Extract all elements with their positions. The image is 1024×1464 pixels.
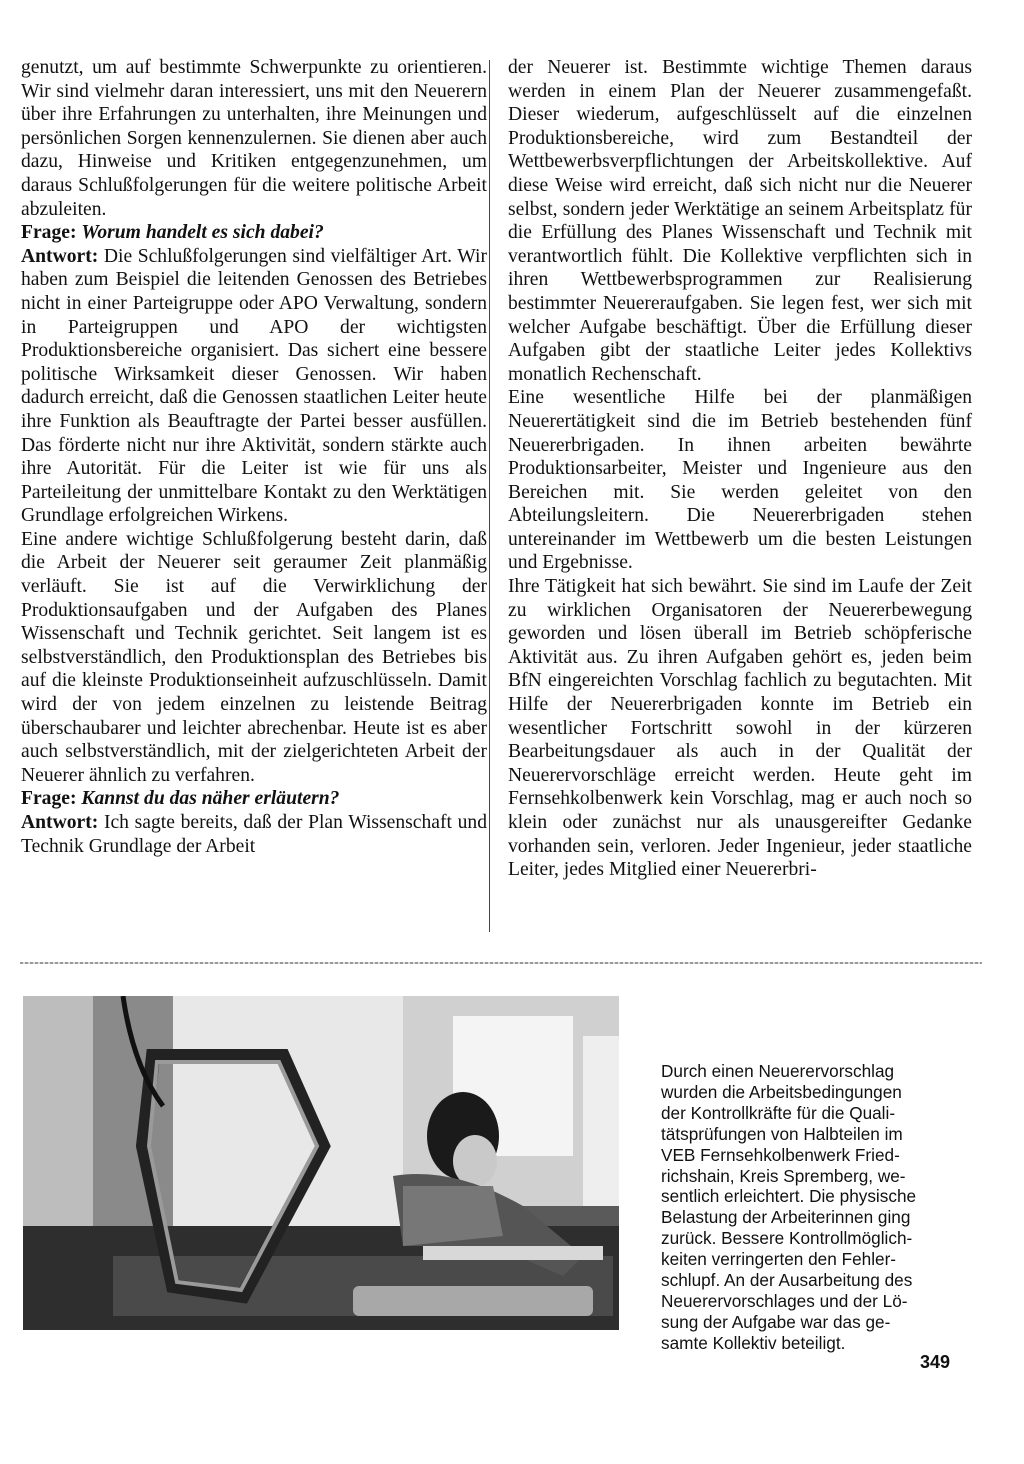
- caption-line: zurück. Bessere Kontrollmöglich-: [661, 1228, 913, 1249]
- paragraph: genutzt, um auf bestimmte Schwerpunkte zu orientieren. Wir sind vielmehr daran interessiert, uns mit den Neuerern über ihre Erfahrungen zu unterhalten, ihre Meinungen und persönlichen Sorgen kennenzulernen. Sie dienen aber auch dazu, Hinweise und Kritiken entgegenzunehmen, um daraus Schlußfolgerungen für die weitere politische Arbeit abzuleiten.: [21, 57, 487, 220]
- answer-text: Die Schlußfolgerungen sind vielfältiger Art. Wir haben zum Beispiel die leitenden Genossen des Betriebes nicht in einer Parteigruppe oder APO Verwaltung, sondern in Parteigruppen und APO der wichtigsten Produktionsbereiche organisiert. Das sichert eine bessere politische Wirksamkeit dieser Genossen. Wir haben dadurch erreicht, daß die Genossen staatlichen Leiter heute ihre Funktion als Beauftragte der Partei besser ausfüllen. Das förderte nicht nur ihre Aktivität, sondern stärkte auch ihre Autorität. Für die Leiter ist wie für uns als Parteileitung der unmittelbare Kontakt zu den Werktätigen Grundlage erfolgreichen Wirkens.: [21, 245, 487, 527]
- caption-line: sentlich erleichtert. Die physische: [661, 1186, 917, 1207]
- factory-photo-illustration: [23, 996, 619, 1330]
- left-column: [21, 56, 487, 858]
- question-label: Frage:: [21, 222, 77, 244]
- answer: [21, 811, 487, 858]
- caption-line: Belastung der Arbeiterinnen ging: [661, 1207, 911, 1228]
- answer-label: Antwort:: [21, 812, 99, 833]
- caption-line: Neuerervorschlages und der Lö-: [661, 1290, 908, 1311]
- paragraph: Eine wesentliche Hilfe bei der planmäßigen Neuerertätigkeit sind die im Betrieb bestehenden fünf Neuererbrigaden. In ihnen arbeiten bewährte Produktionsarbeiter, Meister und Ingenieure aus den Bereichen mit. Sie werden geleitet von den Abteilungsleitern. Die Neuererbrigaden stehen untereinander im Wettbewerb um die besten Leistungen und Ergebnisse.: [508, 387, 972, 574]
- right-column: [508, 56, 972, 882]
- question-text: Worum handelt es sich dabei?: [81, 222, 324, 244]
- answer-text: Ich sagte bereits, daß der Plan Wissenschaft und Technik Grundlage der Arbeit: [21, 812, 487, 857]
- paragraph: Eine andere wichtige Schlußfolgerung besteht darin, daß die Arbeit der Neuerer seit geraumer Zeit planmäßig verläuft. Sie ist auf die Verwirklichung der Produktionsaufgaben und der Aufgaben des Planes Wissenschaft und Technik gerichtet. Seit langem ist es selbstverständlich, den Produktionsplan des Betriebes bis auf die kleinste Produktionseinheit aufzuschlüsseln. Damit wird der von jedem einzelnen zu leistende Beitrag überschaubarer und leichter abrechenbar. Heute ist es aber auch selbstverständlich, mit der zielgerichteten Arbeit der Neuerer ähnlich zu verfahren.: [21, 528, 487, 786]
- caption-line: tätsprüfungen von Halbteilen im: [661, 1123, 903, 1144]
- paragraph: Ihre Tätigkeit hat sich bewährt. Sie sind im Laufe der Zeit zu wirklichen Organisatoren der Neuererbewegung geworden und lösen überall im Betrieb schöpferische Aktivität aus. Zu ihren Aufgaben gehört es, jeden beim BfN eingereichten Vorschlag fachlich zu begutachten. Mit Hilfe der Neuererbrigaden konnte im Betrieb ein wesentlicher Fortschritt sowohl in der kürzeren Bearbeitungsdauer als auch in der Qualität der Neuerervorschläge erreicht werden. Heute geht im Fernsehkolbenwerk kein Vorschlag, mag er auch noch so klein oder zunächst nur als unausgereifter Gedanke vorhanden sein, verloren. Jeder Ingenieur, jeder staatliche Leiter, jedes Mitglied einer Neuererbri-: [508, 576, 972, 881]
- section-divider: [20, 962, 982, 964]
- caption-line: Durch einen Neuerervorschlag: [661, 1061, 895, 1081]
- question: [21, 221, 487, 245]
- paragraph: der Neuerer ist. Bestimmte wichtige Themen daraus werden in einem Plan der Neuerer zusammengefaßt. Dieser wiederum, aufgeschlüsselt auf die einzelnen Produktionsbereiche, wird zum Bestandteil der Wettbewerbsverpflichtungen der Arbeitskollektive. Auf diese Weise wird erreicht, daß sich nicht nur die Neuerer selbst, sondern jeder Werktätige an seinem Arbeitsplatz für die Erfüllung des Planes Wissenschaft und Technik mit verantwortlich fühlt. Die Kollektive verpflichten sich in ihren Wettbewerbsprogrammen zur Realisierung bestimmter Neuereraufgaben. Sie legen fest, wer sich mit welcher Aufgabe beschäftigt. Über die Erfüllung dieser Aufgaben gibt der staatliche Leiter jedes Kollektivs monatlich Rechenschaft.: [508, 57, 972, 385]
- answer-label: Antwort:: [21, 245, 99, 267]
- question-label: Frage:: [21, 788, 77, 810]
- caption-line: schlupf. An der Ausarbeitung des: [661, 1270, 913, 1291]
- question-text: Kannst du das näher erläutern?: [81, 788, 340, 810]
- caption-line: sung der Aufgabe war das ge-: [661, 1311, 891, 1332]
- caption-line: keiten verringerten den Fehler-: [661, 1249, 897, 1270]
- column-divider: [489, 60, 490, 932]
- answer: [21, 245, 487, 528]
- photo-caption: [661, 1061, 971, 1354]
- caption-line: VEB Fernsehkolbenwerk Fried-: [661, 1144, 900, 1165]
- caption-line: richshain, Kreis Spremberg, we-: [661, 1165, 906, 1186]
- page-number: 349: [920, 1352, 951, 1372]
- caption-line: samte Kollektiv beteiligt.: [661, 1332, 846, 1353]
- question: [21, 787, 487, 811]
- caption-line: wurden die Arbeitsbedingungen: [661, 1081, 902, 1102]
- caption-line: der Kontrollkräfte für die Quali-: [661, 1102, 896, 1123]
- factory-photo: [23, 996, 619, 1330]
